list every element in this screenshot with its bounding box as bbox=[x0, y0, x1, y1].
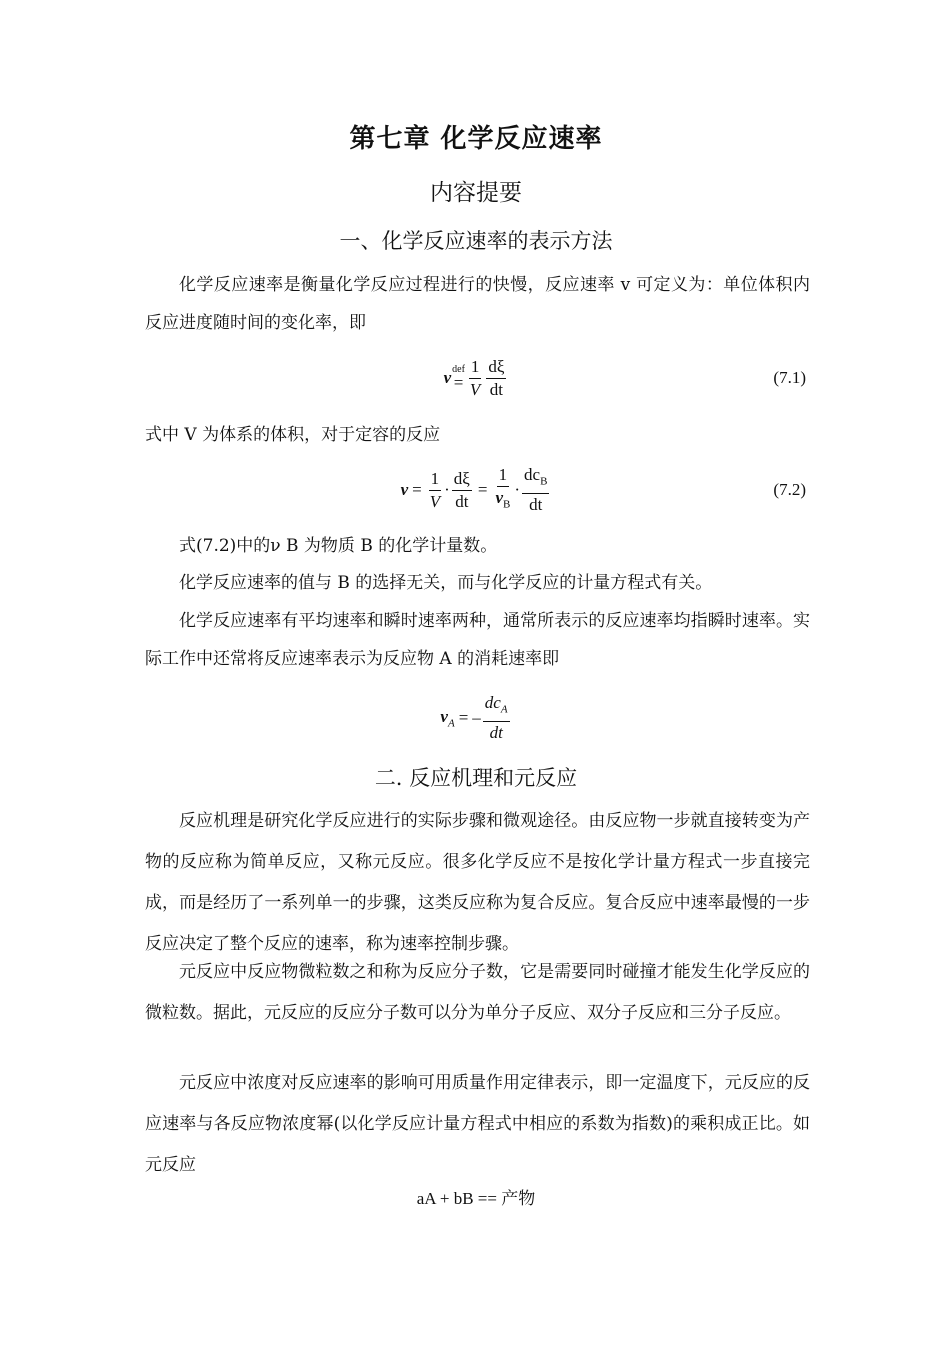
eq71-num1: 1 bbox=[469, 357, 482, 379]
eq72-fraction-1 bbox=[428, 469, 442, 512]
eqA-equals: = bbox=[458, 708, 469, 727]
eq72-equals: = bbox=[412, 480, 422, 499]
eq72-num3: 1 bbox=[497, 465, 510, 487]
chapter-title: 第七章 化学反应速率 bbox=[349, 124, 603, 154]
eq72-num4 bbox=[522, 465, 549, 493]
eqA-den: dt bbox=[489, 722, 503, 742]
paragraph-stoich-number: 式(7.2)中的ν B 为物质 B 的化学计量数。 bbox=[179, 536, 498, 556]
eq72-dot-2: · bbox=[514, 480, 521, 499]
section-heading: 内容提要 bbox=[430, 180, 522, 206]
paragraph-volume-note: 式中 V 为体系的体积，对于定容的反应 bbox=[145, 425, 441, 445]
eq72-lhs: v bbox=[400, 480, 409, 499]
eq71-num2: dξ bbox=[486, 357, 506, 379]
eq72-fraction-4 bbox=[522, 465, 549, 514]
eqA-num-sub: A bbox=[500, 703, 508, 716]
eq72-num1: 1 bbox=[429, 469, 442, 491]
eq71-def-label: def bbox=[452, 364, 465, 375]
eqA-fraction bbox=[483, 693, 510, 742]
eq72-number: (7.2) bbox=[773, 480, 806, 499]
part1-heading: 一、化学反应速率的表示方法 bbox=[339, 229, 613, 253]
elementary-reaction-equation: aA + bB == 产物 bbox=[416, 1189, 536, 1208]
eq72-fraction-3 bbox=[493, 465, 512, 514]
paragraph-mechanism: 反应机理是研究化学反应进行的实际步骤和微观途径。由反应物一步就直接转变为产物的反应称为简单反应，又称元反应。很多化学反应不是按化学计量方程式一步直接完成，而是经历了一系列单一的步骤，这类反应称为复合反应。复合反应中速率最慢的一步反应决定了整个反应的速率，称为速率控制步骤。 bbox=[145, 811, 810, 954]
eq71-number: (7.1) bbox=[773, 368, 806, 387]
paragraph-rate-definition: 化学反应速率是衡量化学反应过程进行的快慢，反应速率 v 可定义为：单位体积内反应进度随时间的变化率，即 bbox=[145, 275, 810, 333]
eqA-lhs-main: v bbox=[440, 706, 448, 726]
eq71-lhs: v bbox=[443, 368, 452, 387]
eqA-lhs-sub: A bbox=[447, 717, 455, 730]
paragraph-mass-action: 元反应中浓度对反应速率的影响可用质量作用定律表示，即一定温度下，元反应的反应速率与各反应物浓度幂(以化学反应计量方程式中相应的系数为指数)的乘积成正比。如元反应 bbox=[145, 1073, 810, 1175]
eq72-num2: dξ bbox=[452, 469, 472, 491]
part2-heading: 二. 反应机理和元反应 bbox=[374, 766, 578, 790]
eqA-num bbox=[483, 693, 510, 721]
eq72-den2: dt bbox=[455, 491, 469, 511]
paragraph-molecularity: 元反应中反应物微粒数之和称为反应分子数，它是需要同时碰撞才能发生化学反应的微粒数。据此，元反应的反应分子数可以分为单分子反应、双分子反应和三分子反应。 bbox=[145, 962, 810, 1023]
eq71-equals: = bbox=[453, 373, 464, 392]
eq71-def-equals bbox=[452, 365, 465, 391]
eqA-lhs bbox=[440, 707, 454, 729]
eq72-den4: dt bbox=[529, 494, 543, 514]
eq71-fraction-2 bbox=[486, 357, 506, 400]
eq72-equals-2: = bbox=[477, 480, 488, 499]
eq72-den3 bbox=[493, 487, 512, 514]
equation-7-1 bbox=[0, 350, 952, 406]
eqA-num-main: dc bbox=[484, 693, 501, 713]
paragraph-instant-rate: 化学反应速率有平均速率和瞬时速率两种，通常所表示的反应速率均指瞬时速率。实际工作中还常将反应速率表示为反应物 A 的消耗速率即 bbox=[145, 611, 810, 669]
eq71-den2: dt bbox=[489, 379, 503, 399]
equation-consumption-rate bbox=[0, 690, 952, 746]
eq71-den1: V bbox=[469, 379, 481, 399]
eq72-num4-sub: B bbox=[540, 475, 548, 488]
eq72-den1: V bbox=[429, 491, 441, 511]
eq72-dot: · bbox=[444, 480, 450, 499]
eq72-den3-sub: B bbox=[503, 498, 511, 511]
eq72-fraction-2 bbox=[452, 469, 472, 512]
eq72-den3-main: v bbox=[495, 488, 504, 508]
eq72-num4-main: dc bbox=[524, 465, 541, 485]
paragraph-rate-independent: 化学反应速率的值与 B 的选择无关，而与化学反应的计量方程式有关。 bbox=[179, 573, 713, 593]
equation-7-2 bbox=[0, 462, 952, 518]
eq71-fraction-1 bbox=[468, 357, 482, 400]
eqA-sign: – bbox=[472, 708, 481, 727]
